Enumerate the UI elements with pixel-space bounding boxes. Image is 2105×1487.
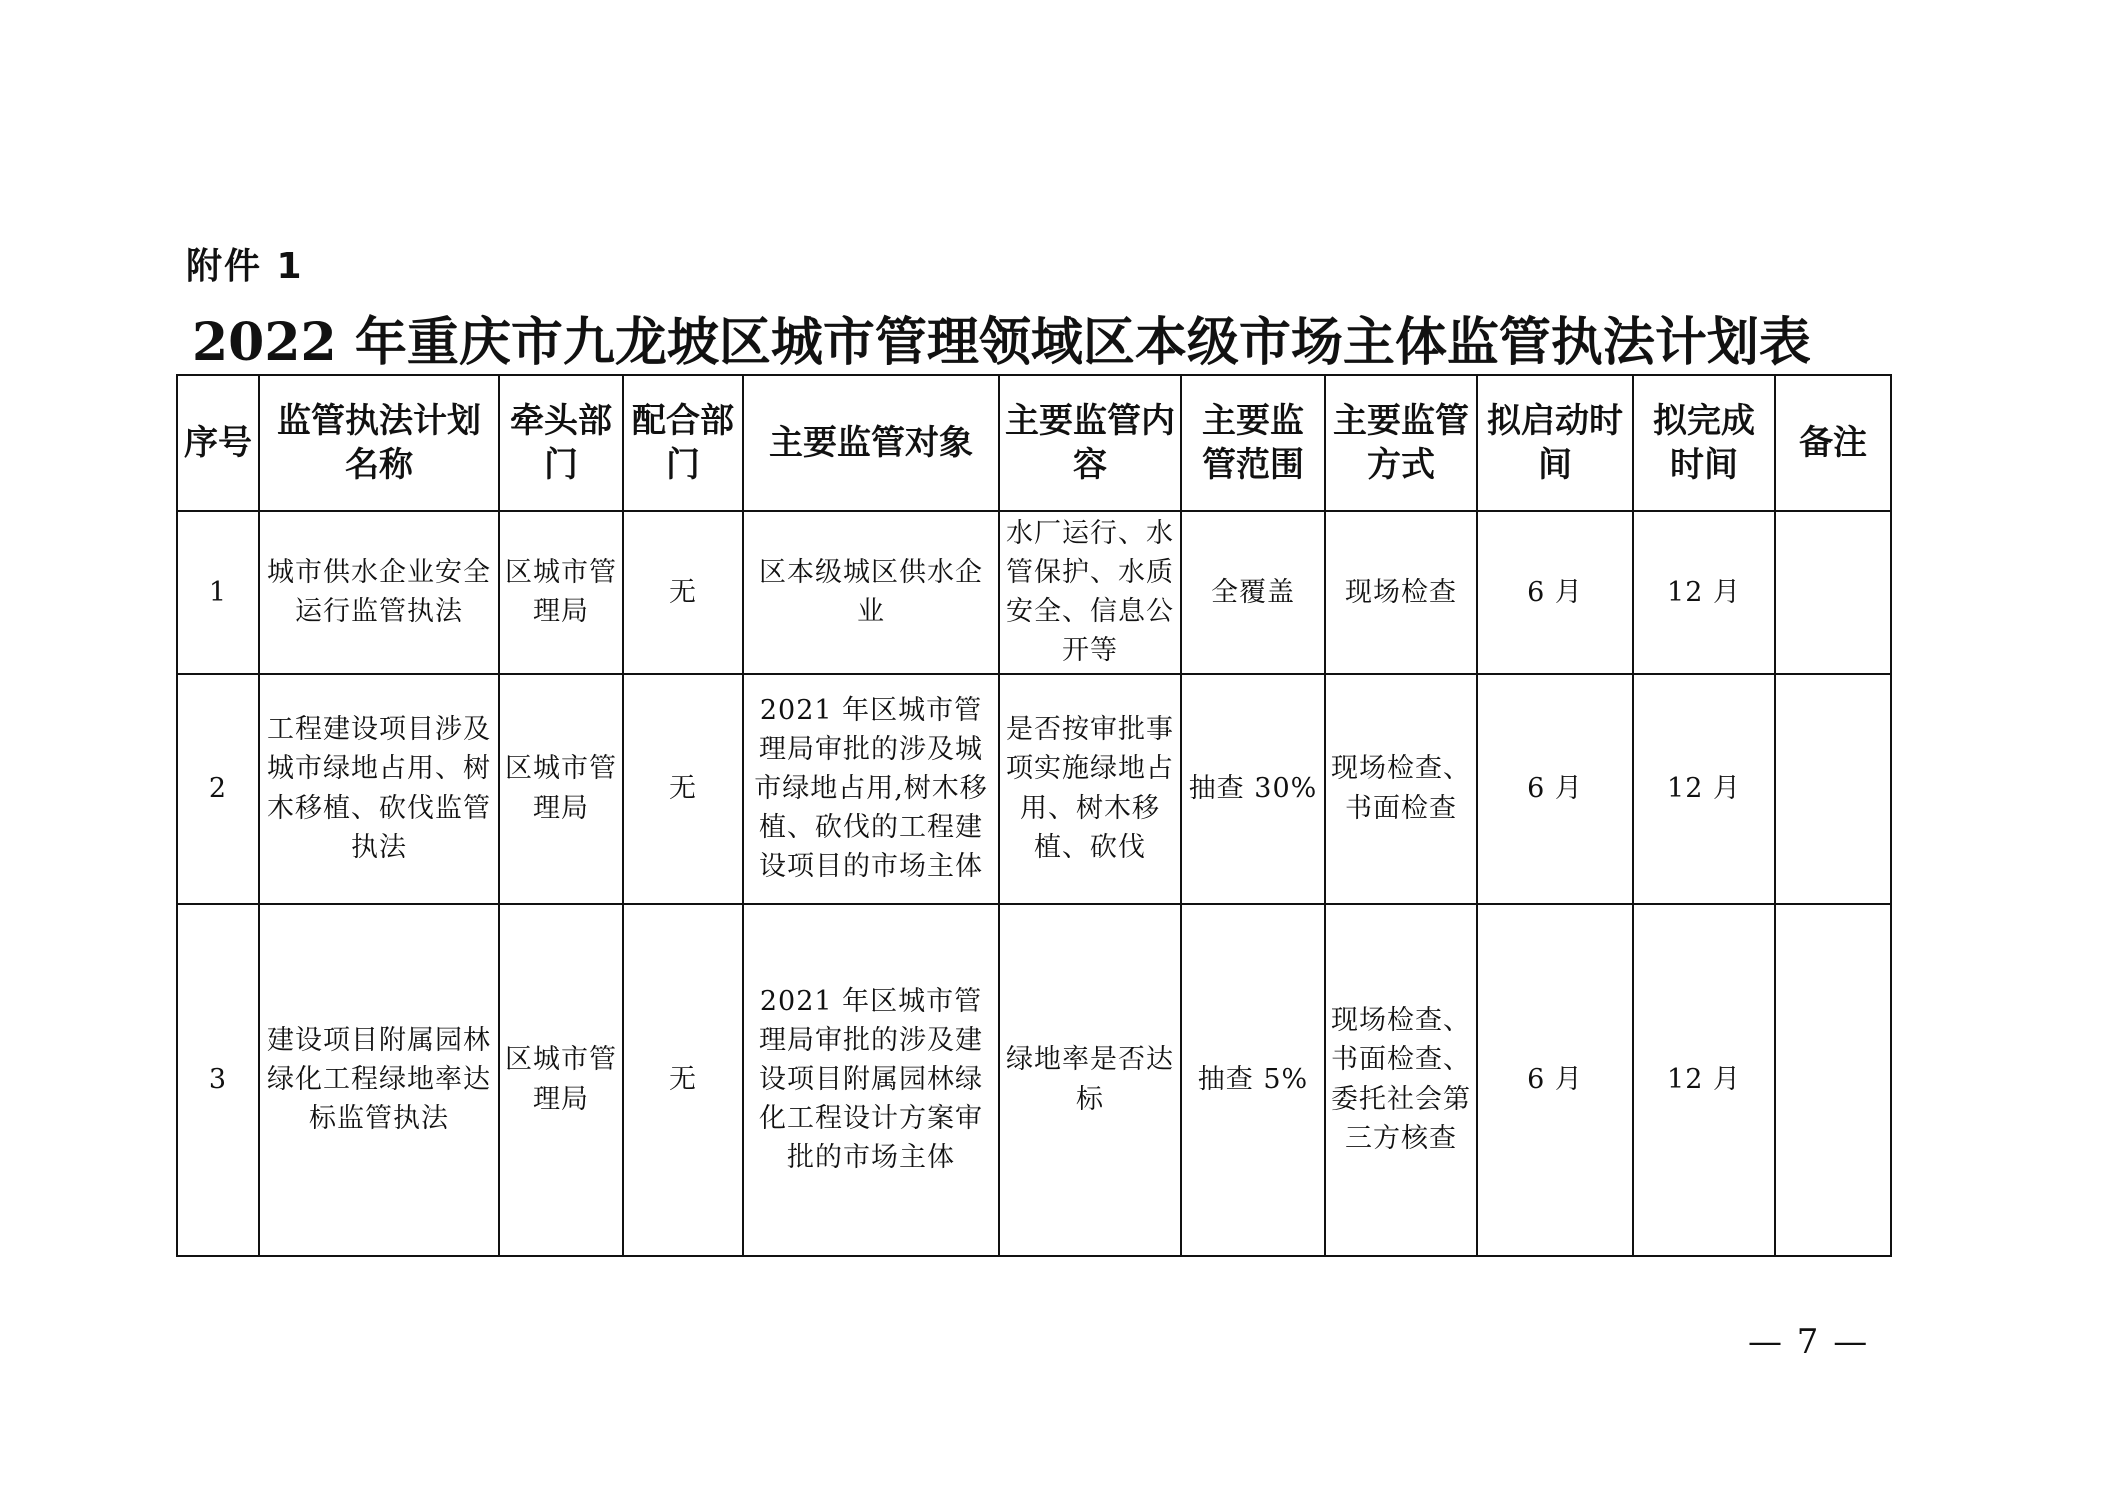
cell-lead-dept: 区城市管理局 — [499, 511, 623, 674]
header-main-object: 主要监管对象 — [743, 375, 999, 511]
cell-main-content: 是否按审批事项实施绿地占用、树木移植、砍伐 — [999, 674, 1181, 904]
cell-plan-name: 建设项目附属园林绿化工程绿地率达标监管执法 — [259, 904, 499, 1256]
header-no: 序号 — [177, 375, 259, 511]
cell-main-object: 区本级城区供水企业 — [743, 511, 999, 674]
header-remark: 备注 — [1775, 375, 1891, 511]
header-main-scope: 主要监管范围 — [1181, 375, 1325, 511]
cell-main-method: 现场检查 — [1325, 511, 1477, 674]
cell-start-time: 6 月 — [1477, 904, 1633, 1256]
cell-main-scope: 抽查 5% — [1181, 904, 1325, 1256]
header-start-time: 拟启动时间 — [1477, 375, 1633, 511]
cell-main-method: 现场检查、书面检查 — [1325, 674, 1477, 904]
header-finish-time: 拟完成时间 — [1633, 375, 1775, 511]
attachment-label: 附件 1 — [186, 246, 304, 287]
cell-cooperating-dept: 无 — [623, 904, 743, 1256]
cell-cooperating-dept: 无 — [623, 511, 743, 674]
table-row — [177, 511, 1891, 674]
header-main-method: 主要监管方式 — [1325, 375, 1477, 511]
header-lead-dept: 牵头部门 — [499, 375, 623, 511]
cell-main-content: 绿地率是否达标 — [999, 904, 1181, 1256]
cell-remark — [1775, 904, 1891, 1256]
cell-main-object: 2021 年区城市管理局审批的涉及城市绿地占用,树木移植、砍伐的工程建设项目的市场主体 — [743, 674, 999, 904]
table-row — [177, 904, 1891, 1256]
cell-no: 2 — [177, 674, 259, 904]
header-cooperating-dept: 配合部门 — [623, 375, 743, 511]
table-header-row — [177, 375, 1891, 511]
cell-start-time: 6 月 — [1477, 511, 1633, 674]
cell-finish-time: 12 月 — [1633, 674, 1775, 904]
header-main-content: 主要监管内容 — [999, 375, 1181, 511]
cell-main-object: 2021 年区城市管理局审批的涉及建设项目附属园林绿化工程设计方案审批的市场主体 — [743, 904, 999, 1256]
cell-main-method: 现场检查、书面检查、委托社会第三方核查 — [1325, 904, 1477, 1256]
cell-main-scope: 全覆盖 — [1181, 511, 1325, 674]
cell-cooperating-dept: 无 — [623, 674, 743, 904]
page-number: — 7 — — [1748, 1322, 1870, 1362]
cell-main-content: 水厂运行、水管保护、水质安全、信息公开等 — [999, 511, 1181, 674]
cell-finish-time: 12 月 — [1633, 904, 1775, 1256]
cell-no: 1 — [177, 511, 259, 674]
cell-finish-time: 12 月 — [1633, 511, 1775, 674]
cell-lead-dept: 区城市管理局 — [499, 904, 623, 1256]
document-title: 2022 年重庆市九龙坡区城市管理领域区本级市场主体监管执法计划表 — [192, 312, 1811, 373]
plan-table — [176, 374, 1892, 1257]
cell-remark — [1775, 674, 1891, 904]
cell-remark — [1775, 511, 1891, 674]
cell-plan-name: 城市供水企业安全运行监管执法 — [259, 511, 499, 674]
header-plan-name: 监管执法计划名称 — [259, 375, 499, 511]
cell-no: 3 — [177, 904, 259, 1256]
cell-start-time: 6 月 — [1477, 674, 1633, 904]
cell-plan-name: 工程建设项目涉及城市绿地占用、树木移植、砍伐监管执法 — [259, 674, 499, 904]
cell-lead-dept: 区城市管理局 — [499, 674, 623, 904]
table-row — [177, 674, 1891, 904]
cell-main-scope: 抽查 30% — [1181, 674, 1325, 904]
